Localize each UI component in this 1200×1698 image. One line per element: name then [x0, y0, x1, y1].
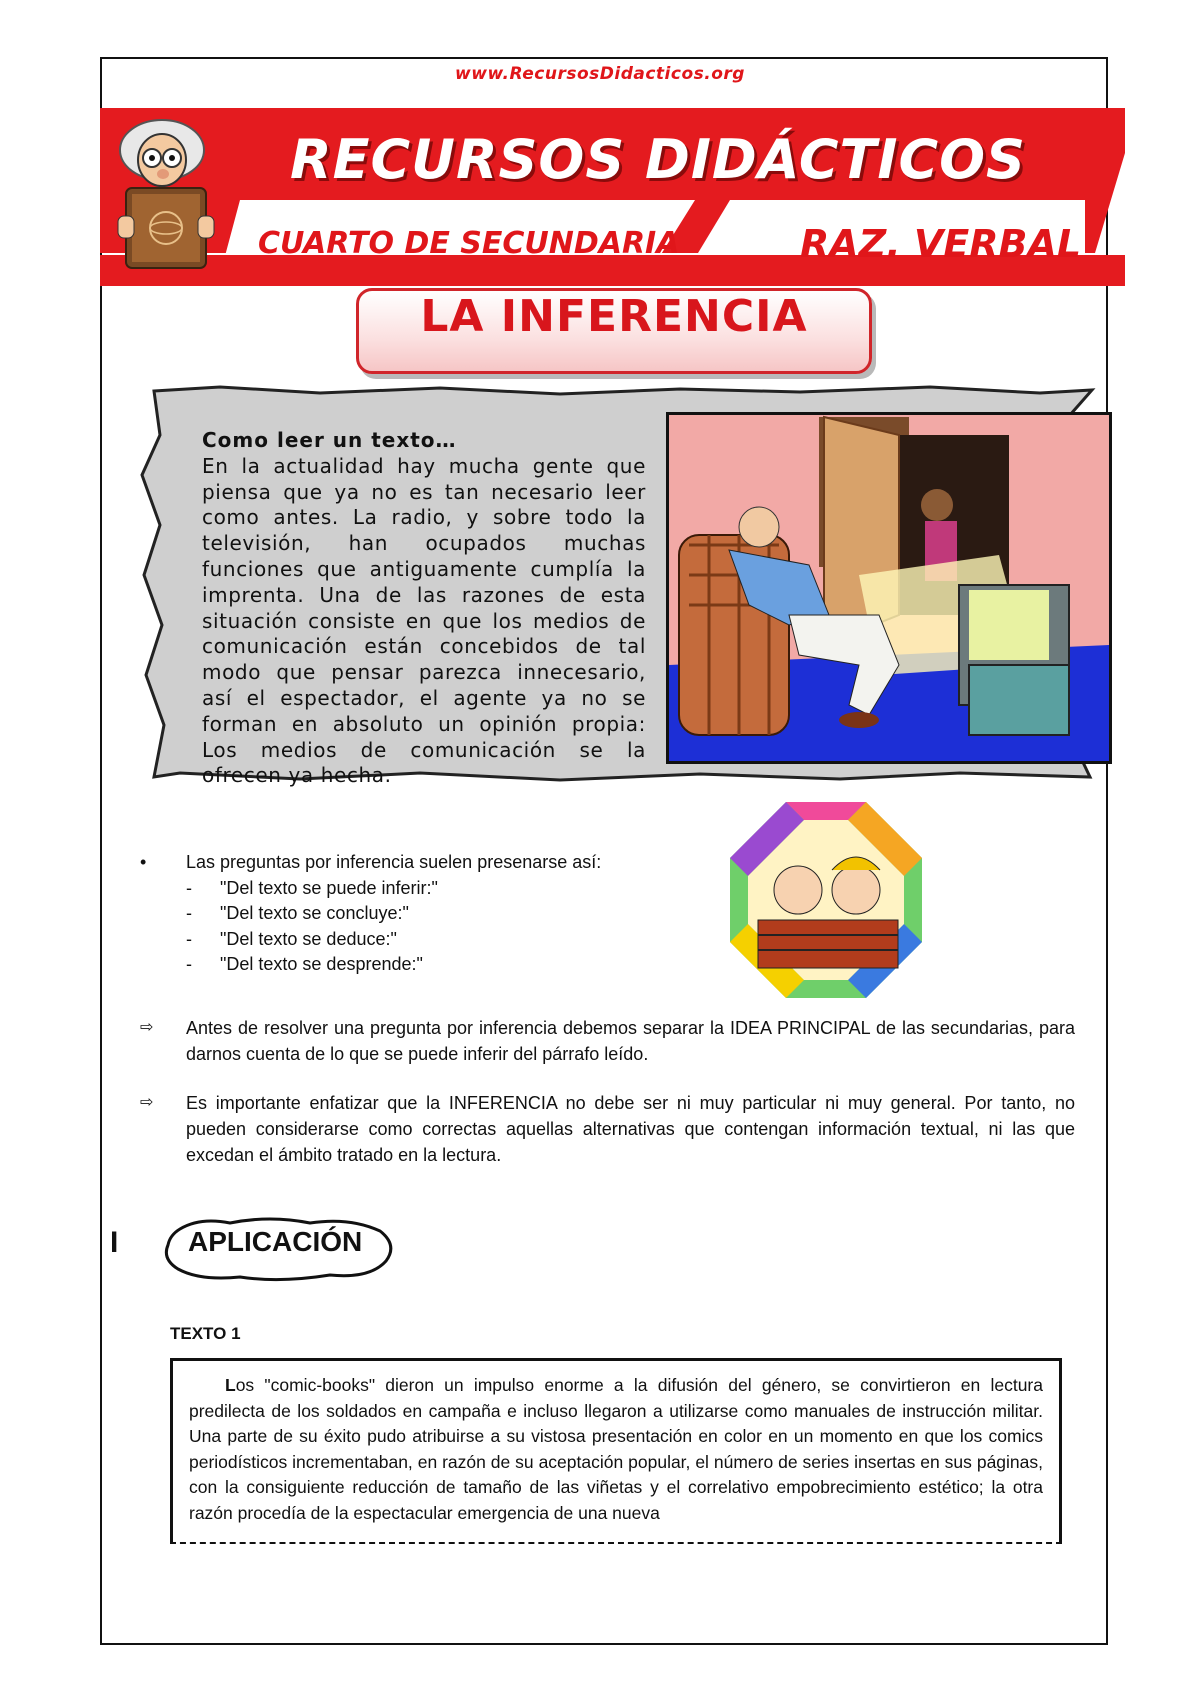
question-form: "Del texto se puede inferir:"	[220, 877, 438, 898]
question-form: "Del texto se concluye:"	[220, 903, 409, 924]
reading-text-box	[170, 1358, 1062, 1544]
question-form: "Del texto se deduce:"	[220, 928, 397, 949]
texto-label: TEXTO 1	[170, 1324, 241, 1343]
subject-label: RAZ. VERBAL	[800, 222, 1082, 266]
note-paragraph	[140, 1090, 1075, 1168]
man-watching-tv-illustration	[666, 412, 1112, 764]
page-title: LA INFERENCIA	[356, 288, 872, 374]
site-url[interactable]: www.RecursosDidacticos.org	[455, 64, 745, 84]
intro-heading: Como leer un texto…	[202, 428, 457, 452]
grade-label: CUARTO DE SECUNDARIA	[258, 226, 680, 261]
drop-letter: L	[225, 1375, 236, 1395]
comic-kids-octagon-illustration	[728, 800, 924, 1000]
intro-text-block	[202, 428, 646, 790]
professor-reading-book-icon	[100, 108, 250, 286]
reading-text: os "comic-books" dieron un impulso enorme a la difusión del género, se convirtieron en lectura predilecta de los soldados en campaña e incluso llegaron a utilizarse como manuales de instrucción militar. Una parte de su éxito pudo atribuirse a su vistosa presentación en color en un momento en que los comics periodísticos incrementaban, en razón de su aceptación popular, el número de series insertas en sus páginas, con la consiguiente reducción de tamaño de las viñetas y el correlativo empobrecimiento estético; la otra razón procedía de la espectacular emergencia de una nueva	[189, 1375, 1043, 1523]
section-numeral: I	[110, 1226, 119, 1259]
question-form: "Del texto se desprende:"	[220, 954, 423, 975]
section-title: APLICACIÓN	[188, 1226, 363, 1257]
dash-icon: -	[186, 877, 192, 898]
dash-icon: -	[186, 928, 192, 949]
bullet-icon: •	[140, 852, 147, 872]
brand-title: RECURSOS DIDÁCTICOS	[290, 128, 1026, 191]
dash-icon: -	[186, 954, 192, 975]
tv-scene-drawing	[669, 415, 1109, 761]
arrow-right-icon: ⇨	[140, 1019, 154, 1036]
dash-icon: -	[186, 903, 192, 924]
note-text: Antes de resolver una pregunta por inferencia debemos separar la IDEA PRINCIPAL de las secundarias, para darnos cuenta de lo que se puede inferir del párrafo leído.	[186, 1018, 1075, 1064]
note-paragraph	[140, 1015, 1075, 1067]
questions-intro: Las preguntas por inferencia suelen presenarse así:	[186, 852, 602, 872]
note-text: Es importante enfatizar que la INFERENCIA no debe ser ni muy particular ni muy general. Por tanto, no pueden considerarse como correctas aquellas alternativas que contengan información textual, ni las que excedan el ámbito tratado en la lectura.	[186, 1093, 1075, 1165]
arrow-right-icon: ⇨	[140, 1094, 154, 1111]
intro-body: En la actualidad hay mucha gente que piensa que ya no es tan necesario leer como antes. La radio, y sobre todo la televisión, han ocupados muchas funciones que antiguamente cumplía la imprenta. Una de las razones de esta situación consiste en que los medios de comunicación están concebidos de tal modo que pensar parezca innecesario, así el espectador, el agente ya no se forman en absoluto un opinión propia: Los medios de comunicación se la ofrecen ya hecha.	[202, 453, 646, 788]
